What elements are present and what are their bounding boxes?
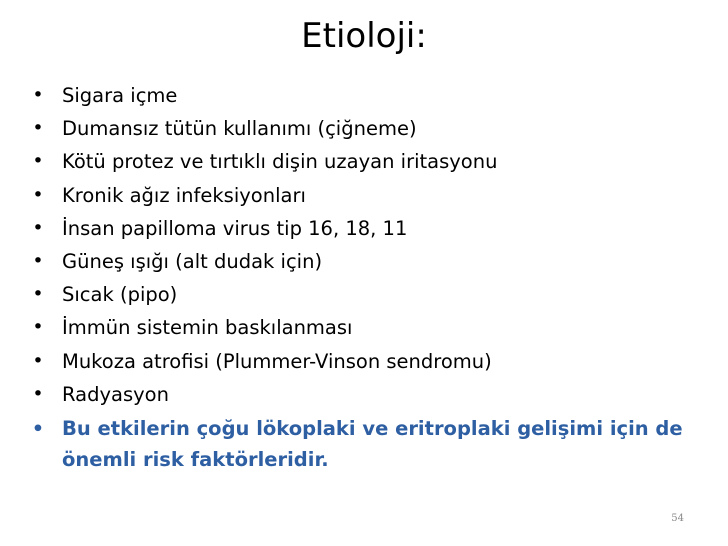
slide-title: Etioloji: [301,16,427,56]
bullet-icon: • [32,117,44,140]
bullet-text: Güneş ışığı (alt dudak için) [62,250,323,274]
list-item [28,145,698,178]
list-item [28,112,698,145]
bullet-text: Sigara içme [62,84,178,107]
bullet-icon: • [32,216,44,239]
list-item [28,79,698,112]
bullet-icon: • [32,316,44,339]
bullet-text: Sıcak (pipo) [62,283,178,307]
list-item [28,179,698,212]
bullet-icon: • [32,382,44,405]
bullet-icon: • [31,418,45,441]
bullet-icon: • [32,183,44,206]
list-item [28,212,698,245]
list-item [28,278,698,311]
bullet-text: Dumansız tütün kullanımı (çiğneme) [62,117,417,141]
bullet-icon: • [32,349,44,372]
bullet-icon: • [32,283,44,306]
bullet-list [28,79,698,475]
page-number: 54 [671,513,684,524]
bullet-text: İmmün sistemin baskılanması [62,316,353,340]
bullet-text: Radyasyon [62,382,169,406]
bullet-text: Mukoza atrofisi (Plummer-Vinson sendromu) [62,349,492,373]
list-item [28,245,698,278]
bullet-icon: • [32,150,44,173]
highlight-text: Bu etkilerin çoğu lökoplaki ve eritroplaki gelişimi için de önemli risk faktörleridir. [62,417,683,472]
bullet-text: İnsan papilloma virus tip 16, 18, 11 [62,216,408,240]
list-item [28,378,698,411]
bullet-icon: • [32,250,44,273]
highlight-list-item [28,413,698,475]
list-item [28,311,698,344]
list-item [28,345,698,378]
bullet-icon: • [32,84,44,106]
bullet-text: Kötü protez ve tırtıklı dişin uzayan iritasyonu [62,150,498,174]
bullet-text: Kronik ağız infeksiyonları [62,183,306,207]
